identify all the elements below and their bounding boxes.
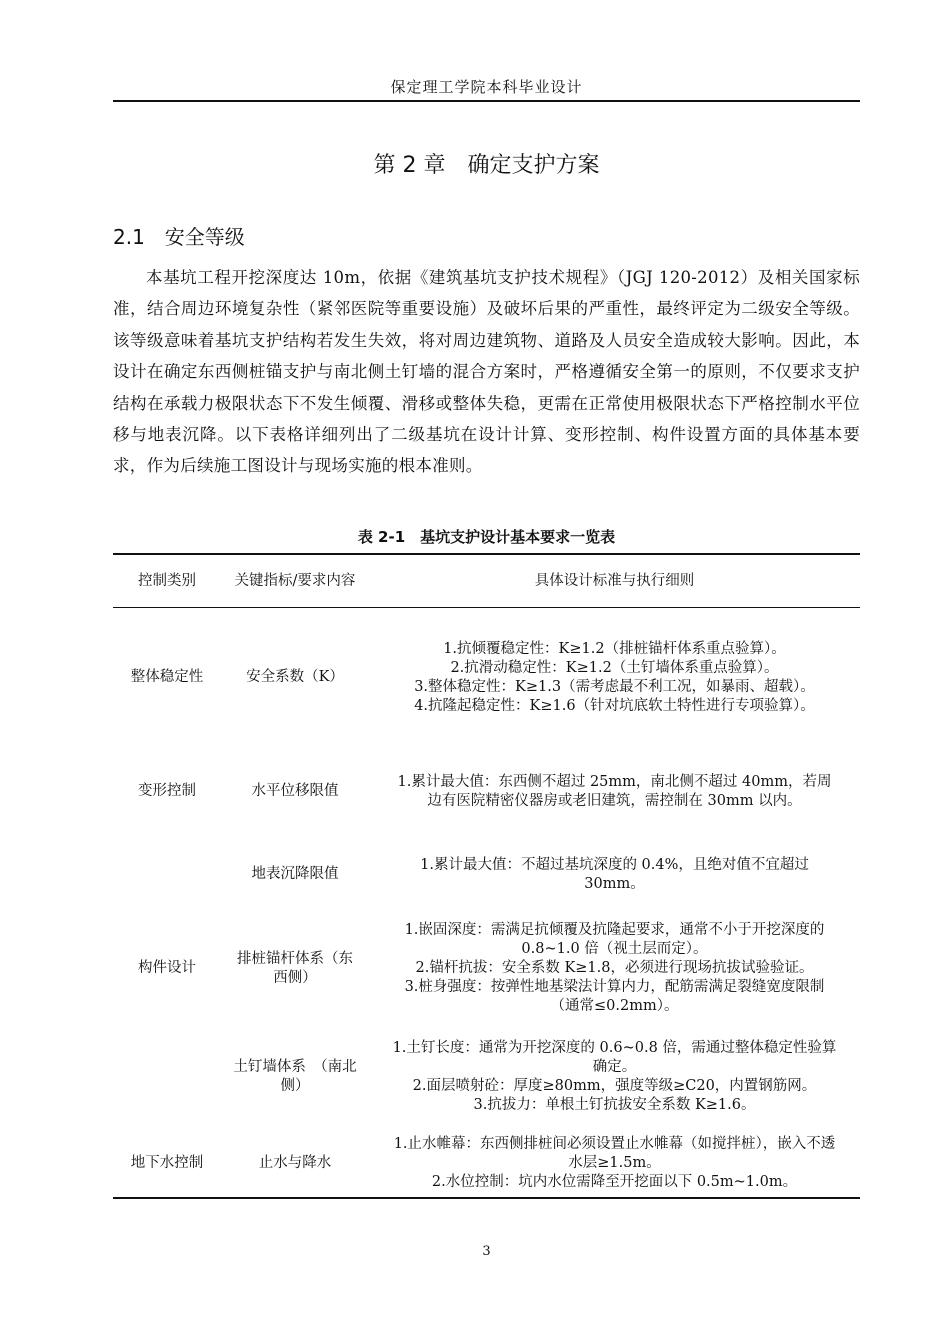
indicator-cell: 止水与降水 <box>258 1154 332 1171</box>
body-paragraph: 本基坑工程开挖深度达 10m，依据《建筑基坑支护技术规程》（JGJ 120-2012）及相关国家标准，结合周边环境复杂性（紧邻医院等重要设施）及破坏后果的严重性，最终评定为二级安全等级。该等级意味着基坑支护结构若发生失效，将对周边建筑物、道路及人员安全造成较大影响。因此，本设计在确定东西侧桩锚支护与南北侧土钉墙的混合方案时，严格遵循安全第一的原则，不仅要求支护结构在承载力极限状态下不发生倾覆、滑移或整体失稳，更需在正常使用极限状态下严格控制水平位移与地表沉降。以下表格详细列出了二级基坑在设计计算、变形控制、构件设置方面的具体基本要求，作为后续施工图设计与现场实施的根本准则。 <box>113 268 860 476</box>
table-row <box>113 608 860 748</box>
indicator-cell: 土钉墙体系 （南北侧） <box>233 1058 357 1094</box>
table-header-row <box>113 554 860 608</box>
detail-item: 1.抗倾覆稳定性：K≥1.2（排桩锚杆体系重点验算）。 <box>443 640 786 657</box>
detail-cell <box>369 1130 860 1198</box>
category-cell: 构件设计 <box>138 960 196 976</box>
detail-item: 1.嵌固深度：需满足抗倾覆及抗隆起要求，通常不小于开挖深度的 0.8~1.0 倍（视土层而定）。 <box>404 922 825 957</box>
table-body <box>113 608 860 1198</box>
detail-cell <box>369 914 860 1024</box>
indicator-cell: 排桩锚杆体系（东西侧） <box>237 950 353 986</box>
table-row <box>113 748 860 836</box>
detail-item: 2.抗滑动稳定性：K≥1.2（土钉墙体系重点验算）。 <box>450 659 779 676</box>
column-header: 关键指标/要求内容 <box>234 572 356 589</box>
table-row <box>113 1024 860 1130</box>
section-title: 2.1 安全等级 <box>113 225 245 249</box>
detail-item: 4.抗隆起稳定性：K≥1.6（针对坑底软土特性进行专项验算）。 <box>414 697 815 714</box>
running-header: 保定理工学院本科毕业设计 <box>390 78 583 96</box>
table-caption: 表 2-1 基坑支护设计基本要求一览表 <box>357 528 616 546</box>
chapter-title: 第 2 章 确定支护方案 <box>373 153 600 178</box>
category-cell: 地下水控制 <box>130 1154 204 1171</box>
table-row <box>113 914 860 1024</box>
category-cell <box>113 1024 221 1130</box>
table-row <box>113 1130 860 1198</box>
category-cell <box>113 836 221 914</box>
detail-item: 3.整体稳定性：K≥1.3（需考虑最不利工况，如暴雨、超载）。 <box>414 678 815 695</box>
detail-cell <box>369 608 860 748</box>
category-cell: 整体稳定性 <box>130 669 204 686</box>
column-header: 具体设计标准与执行细则 <box>534 572 695 589</box>
detail-item: 1.累计最大值：东西侧不超过 25mm，南北侧不超过 40mm，若周边有医院精密仪器房或老旧建筑，需控制在 30mm 以内。 <box>397 773 832 809</box>
indicator-cell: 安全系数（K） <box>246 669 344 686</box>
indicator-cell: 水平位移限值 <box>251 783 339 799</box>
page-number: 3 <box>482 1244 491 1259</box>
detail-cell <box>369 1024 860 1130</box>
detail-cell <box>369 748 860 836</box>
detail-item: 2.锚杆抗拔：安全系数 K≥1.8，必须进行现场抗拔试验验证。 <box>415 960 814 976</box>
detail-item: 1.土钉长度：通常为开挖深度的 0.6~0.8 倍，需通过整体稳定性验算确定。 <box>392 1039 837 1075</box>
detail-item: 3.抗拔力：单根土钉抗拔安全系数 K≥1.6。 <box>473 1096 756 1113</box>
column-header: 控制类别 <box>138 572 196 589</box>
detail-cell <box>369 836 860 914</box>
header-rule <box>113 100 860 102</box>
detail-item: 1.止水帷幕：东西侧排桩间必须设置止水帷幕（如搅拌桩），嵌入不透水层≥1.5m。 <box>393 1135 836 1171</box>
table-row <box>113 836 860 914</box>
requirements-table <box>113 553 860 1199</box>
detail-item: 3.桩身强度：按弹性地基梁法计算内力，配筋需满足裂缝宽度限制（通常≤0.2mm）。 <box>404 979 825 1014</box>
indicator-cell: 地表沉降限值 <box>251 866 339 882</box>
detail-item: 2.水位控制：坑内水位需降至开挖面以下 0.5m~1.0m。 <box>431 1173 798 1190</box>
category-cell: 变形控制 <box>138 783 196 799</box>
detail-item: 2.面层喷射砼：厚度≥80mm，强度等级≥C20，内置钢筋网。 <box>412 1077 817 1094</box>
detail-item: 1.累计最大值：不超过基坑深度的 0.4%，且绝对值不宜超过 30mm。 <box>420 856 809 892</box>
